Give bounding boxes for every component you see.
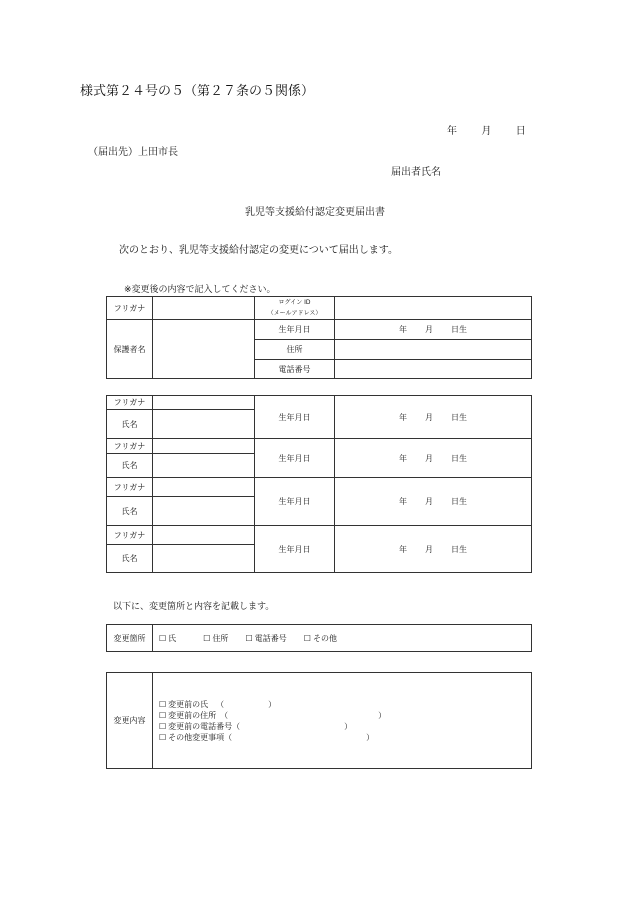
children-table bbox=[106, 395, 532, 573]
checkbox-icon: ☐ bbox=[203, 633, 211, 643]
option-address[interactable]: ☐ 住所 bbox=[203, 633, 229, 643]
below-text: 以下に、変更箇所と内容を記載します。 bbox=[113, 602, 275, 612]
destination: （届出先）上田市長 bbox=[88, 147, 178, 158]
detail-line-surname[interactable]: ☐ 変更前の氏 （ ） bbox=[159, 699, 277, 709]
child-name-label: 氏名 bbox=[107, 545, 153, 573]
change-points-options bbox=[153, 625, 532, 652]
option-surname[interactable]: ☐ 氏 bbox=[159, 633, 177, 643]
date-day-label: 日 bbox=[515, 126, 526, 137]
change-details-table bbox=[106, 672, 532, 769]
child-birth-field[interactable]: 年 月 日生 bbox=[335, 526, 532, 573]
login-id-field[interactable] bbox=[335, 297, 532, 320]
detail-line-address[interactable]: ☐ 変更前の住所 （ ） bbox=[159, 710, 387, 720]
intro-text: 次のとおり、乳児等支援給付認定の変更について届出します。 bbox=[119, 245, 398, 256]
child-birth-label: 生年月日 bbox=[255, 478, 335, 526]
guardian-birth-field[interactable]: 年 月 日生 bbox=[335, 320, 532, 340]
detail-line-other[interactable]: ☐ その他変更事項（ ） bbox=[159, 732, 375, 742]
change-details-label: 変更内容 bbox=[107, 673, 153, 769]
child-furigana-field[interactable] bbox=[153, 396, 255, 410]
child-birth-field[interactable]: 年 月 日生 bbox=[335, 396, 532, 439]
guardian-phone-label: 電話番号 bbox=[255, 360, 335, 379]
child-name-field[interactable] bbox=[153, 410, 255, 439]
guardian-furigana-label: フリガナ bbox=[107, 297, 153, 320]
child-furigana-field[interactable] bbox=[153, 478, 255, 497]
child-furigana-label: フリガナ bbox=[107, 439, 153, 454]
option-other[interactable]: ☐ その他 bbox=[303, 633, 337, 643]
date-field bbox=[447, 122, 526, 137]
guardian-table bbox=[106, 296, 532, 379]
child-furigana-label: フリガナ bbox=[107, 526, 153, 545]
child-furigana-field[interactable] bbox=[153, 439, 255, 454]
guardian-furigana-field[interactable] bbox=[153, 297, 255, 320]
child-furigana-field[interactable] bbox=[153, 526, 255, 545]
submitter-name-label: 届出者氏名 bbox=[391, 167, 441, 178]
guardian-address-label: 住所 bbox=[255, 340, 335, 360]
change-details-field[interactable] bbox=[153, 673, 532, 769]
change-points-table bbox=[106, 624, 532, 652]
checkbox-icon: ☐ bbox=[303, 633, 311, 643]
child-name-label: 氏名 bbox=[107, 497, 153, 526]
child-birth-label: 生年月日 bbox=[255, 439, 335, 478]
child-birth-label: 生年月日 bbox=[255, 526, 335, 573]
checkbox-icon: ☐ bbox=[159, 633, 167, 643]
change-points-label: 変更箇所 bbox=[107, 625, 153, 652]
child-furigana-label: フリガナ bbox=[107, 478, 153, 497]
child-name-label: 氏名 bbox=[107, 410, 153, 439]
date-year-label: 年 bbox=[447, 126, 457, 137]
guardian-phone-field[interactable] bbox=[335, 360, 532, 379]
guardian-name-field[interactable] bbox=[153, 320, 255, 379]
checkbox-icon: ☐ bbox=[245, 633, 253, 643]
form-number: 様式第２４号の５（第２７条の５関係） bbox=[80, 84, 315, 99]
child-furigana-label: フリガナ bbox=[107, 396, 153, 410]
login-id-label: ログイン ID （メールアドレス） bbox=[255, 297, 335, 320]
detail-line-phone[interactable]: ☐ 変更前の電話番号（ ） bbox=[159, 721, 353, 731]
guardian-address-field[interactable] bbox=[335, 340, 532, 360]
child-name-label: 氏名 bbox=[107, 454, 153, 478]
date-month-label: 月 bbox=[481, 126, 492, 137]
child-birth-field[interactable]: 年 月 日生 bbox=[335, 439, 532, 478]
child-name-field[interactable] bbox=[153, 454, 255, 478]
child-birth-field[interactable]: 年 月 日生 bbox=[335, 478, 532, 526]
guardian-name-label: 保護者名 bbox=[107, 320, 153, 379]
note-text: ※変更後の内容で記入してください。 bbox=[124, 285, 276, 295]
guardian-birth-label: 生年月日 bbox=[255, 320, 335, 340]
child-name-field[interactable] bbox=[153, 545, 255, 573]
document-title: 乳児等支援給付認定変更届出書 bbox=[245, 207, 385, 218]
child-birth-label: 生年月日 bbox=[255, 396, 335, 439]
child-name-field[interactable] bbox=[153, 497, 255, 526]
option-phone[interactable]: ☐ 電話番号 bbox=[245, 633, 287, 643]
